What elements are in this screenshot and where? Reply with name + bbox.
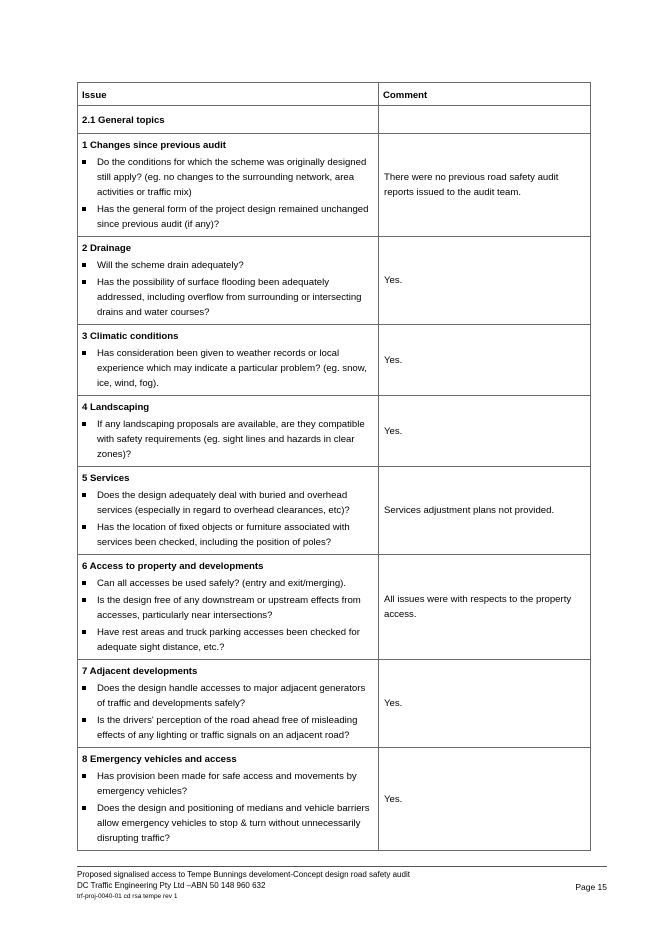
bullet-icon <box>82 263 86 267</box>
bullet-list <box>82 417 374 462</box>
item-title: 5 Services <box>82 473 130 484</box>
bullet-icon <box>82 351 86 355</box>
issue-cell <box>78 660 379 748</box>
bullet-icon <box>82 598 86 602</box>
list-item <box>82 713 374 743</box>
list-item-text: Has consideration been given to weather records or local experience which may indicate a particular problem? (eg. snow, ice, wind, fog). <box>97 348 367 389</box>
footer-file-reference: trf-proj-0040-01 cd rsa tempe rev 1 <box>77 893 178 900</box>
list-item-text: Has provision been made for safe access and movements by emergency vehicles? <box>97 771 357 797</box>
list-item <box>82 625 374 655</box>
section-title: 2.1 General topics <box>78 106 379 134</box>
list-item-text: Has the location of fixed objects or furniture associated with services been checked, including the position of poles? <box>97 522 350 548</box>
table-row <box>78 325 591 396</box>
comment-cell: Yes. <box>379 396 591 467</box>
issue-cell <box>78 396 379 467</box>
table-header-row <box>78 83 591 106</box>
page-footer <box>77 866 607 902</box>
audit-checklist-table <box>77 82 591 851</box>
list-item <box>82 155 374 200</box>
bullet-icon <box>82 630 86 634</box>
list-item-text: Has the general form of the project design remained unchanged since previous audit (if any)? <box>97 204 369 230</box>
comment-cell: There were no previous road safety audit reports issued to the audit team. <box>379 134 591 237</box>
issue-cell <box>78 325 379 396</box>
list-item-text: Do the conditions for which the scheme was originally designed still apply? (eg. no changes to the surrounding network, area activities or traffic mix) <box>97 157 367 198</box>
comment-cell: Yes. <box>379 325 591 396</box>
section-comment-cell <box>379 106 591 134</box>
item-title: 6 Access to property and developments <box>82 561 264 572</box>
list-item-text: Can all accesses be used safely? (entry and exit/merging). <box>97 578 347 589</box>
section-row <box>78 106 591 134</box>
bullet-list <box>82 488 374 550</box>
table-row <box>78 396 591 467</box>
list-item-text: If any landscaping proposals are available, are they compatible with safety requirements (eg. sight lines and hazards in clear zones)? <box>97 419 365 460</box>
item-title: 2 Drainage <box>82 243 132 254</box>
bullet-list <box>82 258 374 320</box>
bullet-list <box>82 346 374 391</box>
footer-document-title: Proposed signalised access to Tempe Bunnings develoment-Concept design road safety audit <box>77 870 410 879</box>
list-item <box>82 520 374 550</box>
bullet-list <box>82 576 374 655</box>
bullet-icon <box>82 525 86 529</box>
table-row <box>78 555 591 660</box>
item-title: 3 Climatic conditions <box>82 331 179 342</box>
footer-company: DC Traffic Engineering Pty Ltd –ABN 50 148 960 632 <box>77 881 266 890</box>
bullet-list <box>82 155 374 232</box>
bullet-icon <box>82 493 86 497</box>
comment-cell: Yes. <box>379 237 591 325</box>
list-item <box>82 275 374 320</box>
list-item-text: Does the design handle accesses to major adjacent generators of traffic and developments safely? <box>97 683 366 709</box>
list-item-text: Have rest areas and truck parking accesses been checked for adequate sight distance, etc.? <box>97 627 360 653</box>
comment-cell: Yes. <box>379 748 591 851</box>
issue-column-header: Issue <box>78 83 379 106</box>
item-title: 4 Landscaping <box>82 402 150 413</box>
bullet-icon <box>82 718 86 722</box>
list-item-text: Is the design free of any downstream or upstream effects from accesses, particularly near intersections? <box>97 595 361 621</box>
comment-column-header: Comment <box>379 83 591 106</box>
list-item <box>82 801 374 846</box>
list-item-text: Does the design adequately deal with buried and overhead services (especially in regard to overhead clearances, etc)? <box>97 490 350 516</box>
table-row <box>78 237 591 325</box>
bullet-list <box>82 769 374 846</box>
bullet-icon <box>82 581 86 585</box>
list-item <box>82 576 374 591</box>
comment-cell: Services adjustment plans not provided. <box>379 467 591 555</box>
item-title: 8 Emergency vehicles and access <box>82 754 237 765</box>
list-item <box>82 417 374 462</box>
list-item <box>82 258 374 273</box>
table-row <box>78 134 591 237</box>
bullet-icon <box>82 774 86 778</box>
bullet-icon <box>82 686 86 690</box>
list-item-text: Will the scheme drain adequately? <box>97 260 244 271</box>
comment-cell: Yes. <box>379 660 591 748</box>
table-row <box>78 748 591 851</box>
list-item <box>82 488 374 518</box>
list-item-text: Is the drivers' perception of the road ahead free of misleading effects of any lighting or traffic signals on an adjacent road? <box>97 715 358 741</box>
list-item <box>82 769 374 799</box>
bullet-icon <box>82 806 86 810</box>
bullet-icon <box>82 280 86 284</box>
table-row <box>78 467 591 555</box>
bullet-icon <box>82 422 86 426</box>
item-title: 1 Changes since previous audit <box>82 140 226 151</box>
list-item-text: Has the possibility of surface flooding been adequately addressed, including overflow from surrounding or intersecting drains and water courses? <box>97 277 362 318</box>
bullet-list <box>82 681 374 743</box>
page-number: Page 15 <box>575 882 607 892</box>
bullet-icon <box>82 207 86 211</box>
list-item <box>82 593 374 623</box>
issue-cell <box>78 237 379 325</box>
issue-cell <box>78 134 379 237</box>
list-item <box>82 202 374 232</box>
list-item-text: Does the design and positioning of medians and vehicle barriers allow emergency vehicles to stop & turn without unnecessarily disrupting traffic? <box>97 803 370 844</box>
issue-cell <box>78 555 379 660</box>
list-item <box>82 346 374 391</box>
issue-cell <box>78 467 379 555</box>
item-title: 7 Adjacent developments <box>82 666 198 677</box>
list-item <box>82 681 374 711</box>
comment-cell: All issues were with respects to the property access. <box>379 555 591 660</box>
issue-cell <box>78 748 379 851</box>
bullet-icon <box>82 160 86 164</box>
table-row <box>78 660 591 748</box>
